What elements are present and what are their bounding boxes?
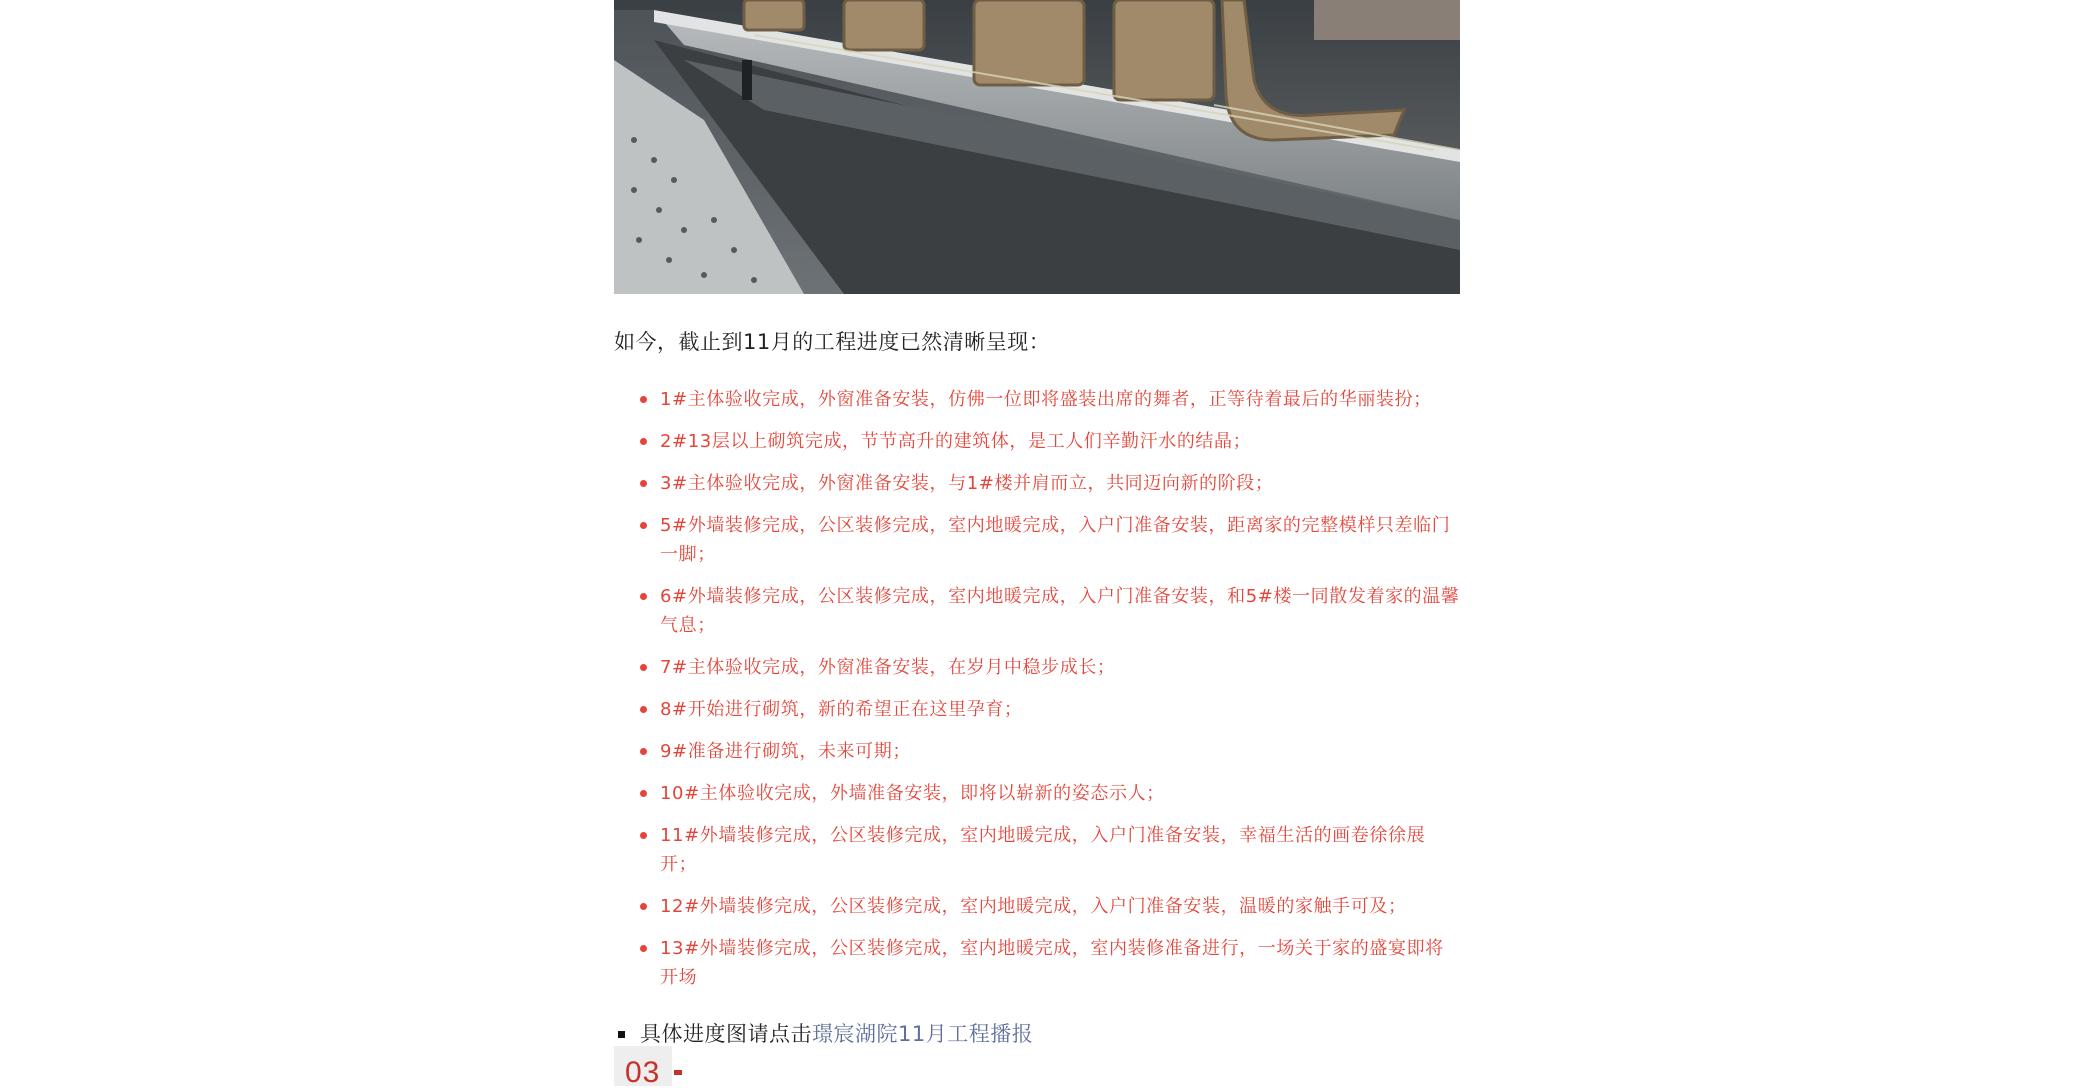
- progress-list: [614, 385, 1460, 992]
- intro-text: 如今，截止到11月的工程进度已然清晰呈现：: [614, 330, 1051, 354]
- list-item-text: 6#外墙装修完成，公区装修完成，室内地暖完成，入户门准备安装，和5#楼一同散发着家的温馨气息；: [660, 586, 1460, 636]
- list-item: [614, 511, 1460, 569]
- progress-link-line: [614, 1019, 1460, 1049]
- list-item-text: 9#准备进行砌筑，未来可期；: [660, 741, 911, 762]
- project-sign-photo: [614, 0, 1460, 294]
- list-item-text: 13#外墙装修完成，公区装修完成，室内地暖完成，室内装修准备进行，一场关于家的盛宴即将开场: [660, 938, 1444, 988]
- list-item-text: 11#外墙装修完成，公区装修完成，室内地暖完成，入户门准备安装，幸福生活的画卷徐徐展开；: [660, 825, 1426, 875]
- section-number-badge: [614, 1046, 672, 1089]
- list-item: [614, 385, 1460, 414]
- list-item-text: 7#主体验收完成，外窗准备安装，在岁月中稳步成长；: [660, 657, 1116, 678]
- bullet-icon: [640, 903, 647, 910]
- bullet-icon: [640, 396, 647, 403]
- section-accent-mark: [674, 1070, 682, 1075]
- bullet-icon: [640, 945, 647, 952]
- list-item-text: 8#开始进行砌筑，新的希望正在这里孕育；: [660, 699, 1023, 720]
- bullet-icon: [640, 664, 647, 671]
- list-item: [614, 737, 1460, 766]
- bullet-icon: [640, 438, 647, 445]
- list-item-text: 12#外墙装修完成，公区装修完成，室内地暖完成，入户门准备安装，温暖的家触手可及；: [660, 896, 1407, 917]
- bullet-icon: [640, 522, 647, 529]
- bullet-icon: [640, 790, 647, 797]
- list-item: [614, 779, 1460, 808]
- list-item-text: 3#主体验收完成，外窗准备安装，与1#楼并肩而立，共同迈向新的阶段；: [660, 473, 1274, 494]
- bullet-icon: [640, 706, 647, 713]
- bullet-icon: [640, 832, 647, 839]
- list-item-text: 2#13层以上砌筑完成，节节高升的建筑体，是工人们辛勤汗水的结晶；: [660, 431, 1252, 452]
- list-item-text: 5#外墙装修完成，公区装修完成，室内地暖完成，入户门准备安装，距离家的完整模样只差临门一脚；: [660, 515, 1451, 565]
- progress-report-link[interactable]: 璟宸湖院11月工程播报: [812, 1022, 1034, 1046]
- list-item-text: 10#主体验收完成，外墙准备安装，即将以崭新的姿态示人；: [660, 783, 1165, 804]
- article-body: [614, 0, 1460, 1049]
- list-item: [614, 934, 1460, 992]
- list-item: [614, 892, 1460, 921]
- list-item: [614, 469, 1460, 498]
- list-item: [614, 653, 1460, 682]
- section-number: 03: [625, 1056, 661, 1089]
- bullet-icon: [640, 748, 647, 755]
- list-item: [614, 427, 1460, 456]
- list-item: [614, 695, 1460, 724]
- square-bullet-icon: [618, 1031, 625, 1038]
- bullet-icon: [640, 593, 647, 600]
- list-item: [614, 582, 1460, 640]
- bullet-icon: [640, 480, 647, 487]
- link-prefix: 具体进度图请点击: [640, 1022, 812, 1046]
- list-item: [614, 821, 1460, 879]
- list-item-text: 1#主体验收完成，外窗准备安装，仿佛一位即将盛装出席的舞者，正等待着最后的华丽装扮；: [660, 389, 1432, 410]
